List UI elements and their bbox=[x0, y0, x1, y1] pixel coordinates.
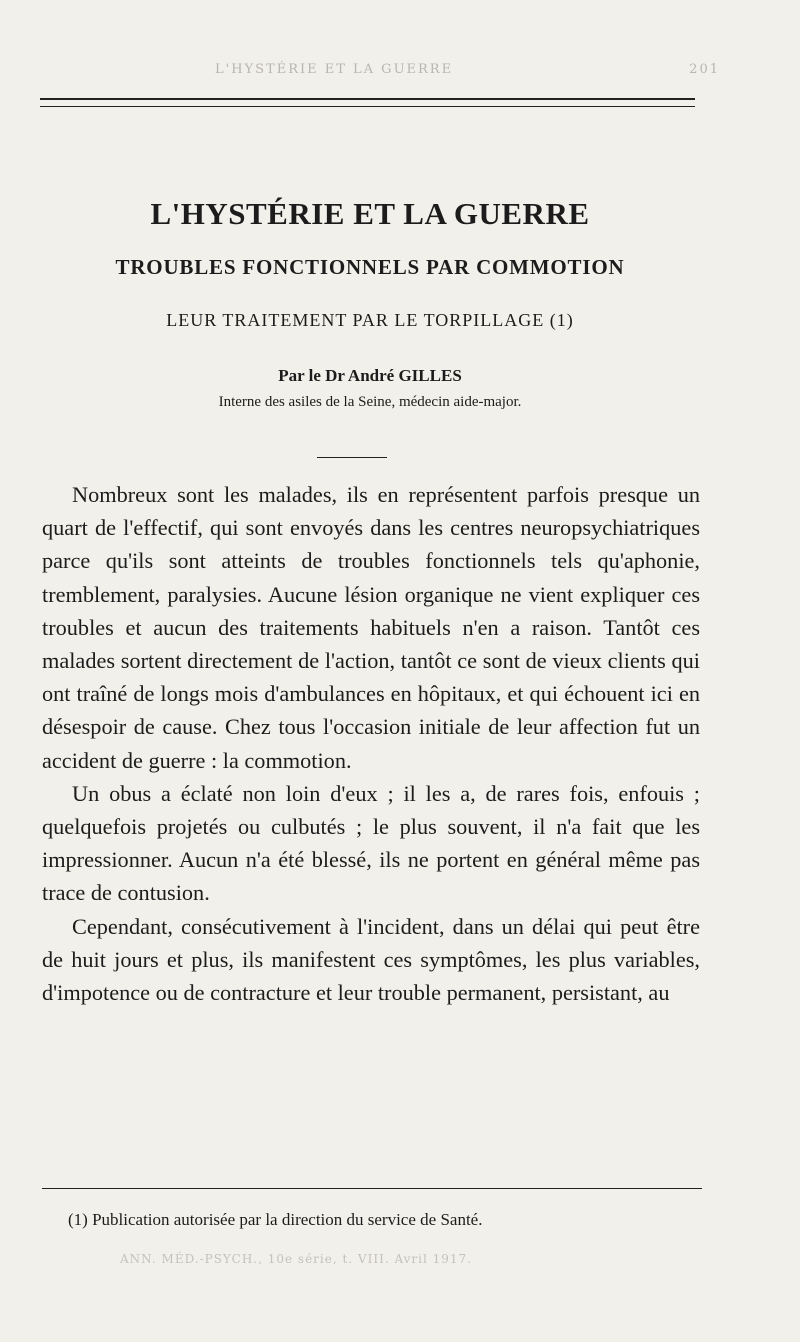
article-subtitle-treatment: LEUR TRAITEMENT PAR LE TORPILLAGE (1) bbox=[166, 310, 574, 330]
footnote: (1) Publication autorisée par la direction du service de Santé. bbox=[68, 1210, 483, 1229]
paragraph-2: Un obus a éclaté non loin d'eux ; il les a, de rares fois, enfouis ; quelquefois projetés ou culbutés ; le plus souvent, il n'a fait que les impressionner. Aucun n'a été blessé, ils ne portent en général même pas trace de contusion. bbox=[42, 780, 700, 906]
article-title: L'HYSTÉRIE ET LA GUERRE bbox=[150, 196, 590, 231]
journal-reference: ANN. MÉD.-PSYCH., 10e série, t. VIII. Avril 1917. bbox=[120, 1252, 472, 1266]
header-rule bbox=[40, 98, 695, 100]
article-author: Par le Dr André GILLES bbox=[278, 366, 462, 385]
paragraph-1: Nombreux sont les malades, ils en représentent parfois presque un quart de l'effectif, qui sont envoyés dans les centres neuropsychiatriques parce qu'ils sont atteints de troubles fonctionnels tels qu'aphonie, tremblement, paralysies. Aucune lésion organique ne vient expliquer ces troubles et aucun des traitements habituels n'en a raison. Tantôt ces malades sortent directement de l'action, tantôt ce sont de vieux clients qui ont traîné de longs mois d'ambulances en hôpitaux, et qui échouent ici en désespoir de cause. Chez tous l'occasion initiale de leur affection fut un accident de guerre : la commotion. bbox=[42, 482, 700, 773]
title-separator bbox=[317, 457, 387, 458]
author-affiliation: Interne des asiles de la Seine, médecin aide-major. bbox=[218, 394, 522, 410]
running-head-title: L'HYSTÉRIE ET LA GUERRE bbox=[215, 62, 454, 77]
page-number: 201 bbox=[689, 62, 720, 77]
footnote-rule bbox=[42, 1188, 702, 1189]
header-rule-thin bbox=[40, 106, 695, 107]
article-subtitle: TROUBLES FONCTIONNELS PAR COMMOTION bbox=[115, 255, 625, 279]
paragraph-3: Cependant, consécutivement à l'incident, dans un délai qui peut être de huit jours et plus, ils manifestent ces symptômes, les plus variables, d'impotence ou de contracture et leur trouble permanent, persistant, au bbox=[42, 913, 700, 1006]
article-body bbox=[42, 478, 700, 1009]
